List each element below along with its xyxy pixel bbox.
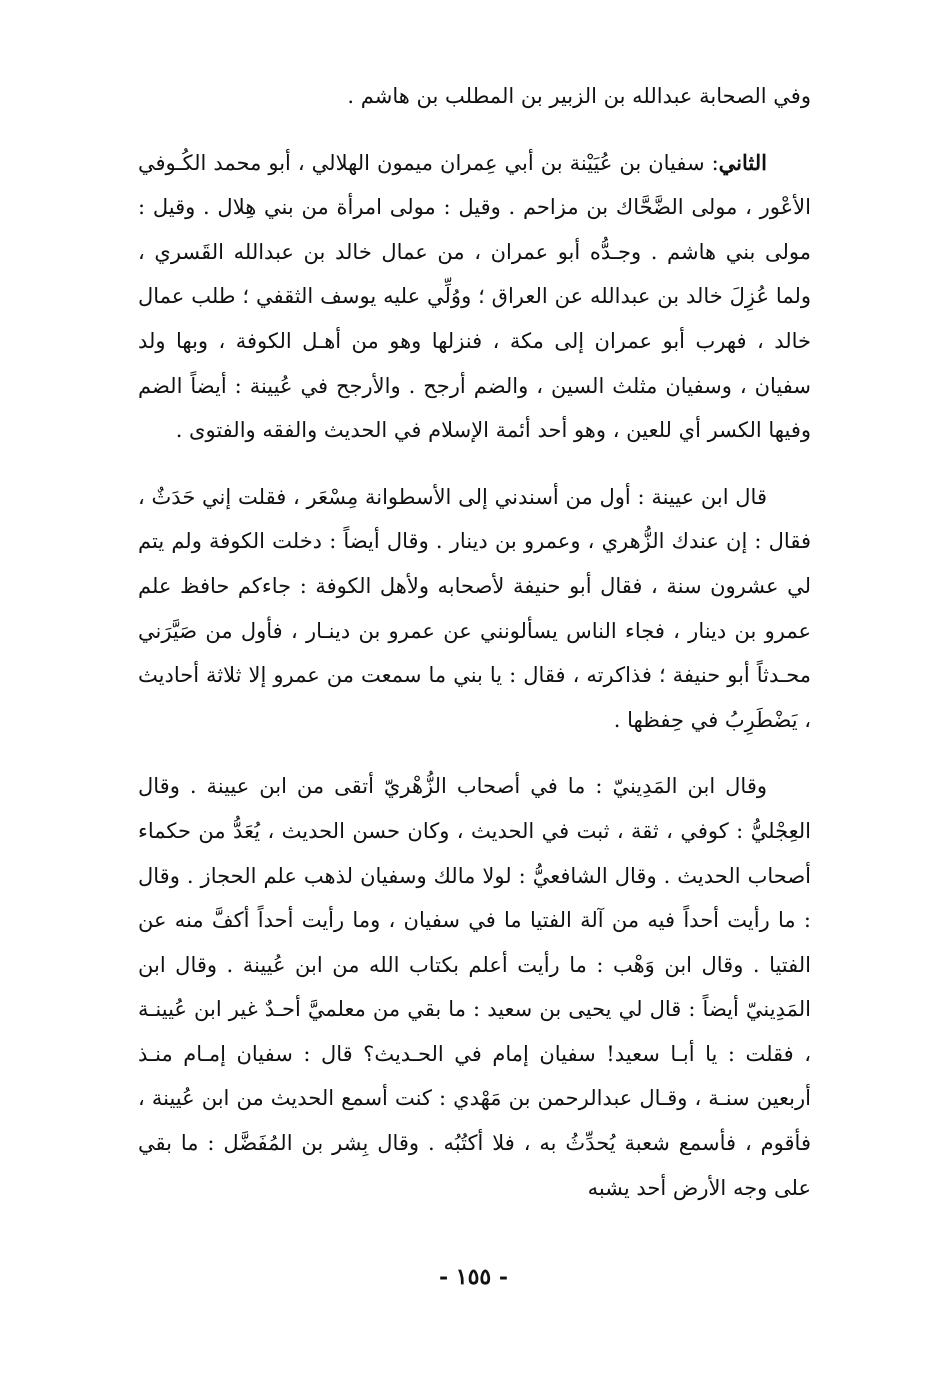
page-body-text (138, 74, 811, 1210)
paragraph-body: : سفيان بن عُيَيْنة بن أبي عِمران ميمون الهلالي ، أبو محمد الكُـوفي الأعْور ، مولى الضَّحَّاك بن مزاحم . وقيل : مولى امرأة من بني هِلال . وقيل : مولى بني هاشم . وجـدُّه أبو عمران ، من عمال خالد بن عبدالله القَسري ، ولما عُزِلَ خالد بن عبدالله عن العراق ؛ ووُلِّي عليه يوسف الثقفي ؛ طلب عمال خالد ، فهرب أبو عمران إلى مكة ، فنزلها وهو من أهـل الكوفة ، وبها ولد سفيان ، وسفيان مثلث السين ، والضم أرجح . والأرجح في عُيينة : أيضاً الضم وفيها الكسر أي للعين ، وهو أحد أئمة الإسلام في الحديث والفقه والفتوى . (138, 150, 811, 443)
paragraph-scholars-praise: وقال ابن المَدِينيّ : ما في أصحاب الزُّهْريّ أتقى من ابن عيينة . وقال العِجْليُّ : كوفي ، ثقة ، ثبت في الحديث ، وكان حسن الحديث ، يُعَدُّ من حكماء أصحاب الحديث . وقال الشافعيُّ : لولا مالك وسفيان لذهب علم الحجاز . وقال : ما رأيت أحداً فيه من آلة الفتيا ما في سفيان ، وما رأيت أحداً أكفَّ منه عن الفتيا . وقال ابن وَهْب : ما رأيت أعلم بكتاب الله من ابن عُيينة . وقال ابن المَدِينيّ أيضاً : قال لي يحيى بن سعيد : ما بقي من معلميَّ أحـدٌ غير ابن عُيينـة ، فقلت : يا أبـا سعيد! سفيان إمام في الحـديث؟ قال : سفيان إمـام منـذ أربعين سنـة ، وقـال عبدالرحمن بن مَهْدي : كنت أسمع الحديث من ابن عُيينة ، فأقوم ، فأسمع شعبة يُحدِّثُ به ، فلا أكتُبُه . وقال بِشر بن المُفَضَّل : ما بقي على وجه الأرض أحد يشبه (138, 774, 811, 1200)
paragraph-lead-word: الثاني (718, 149, 767, 175)
paragraph-second-narrator (138, 141, 811, 453)
page-number: - ١٥٥ - (438, 1264, 509, 1290)
opening-line: وفي الصحابة عبدالله بن الزبير بن المطلب بن هاشم . (347, 84, 811, 108)
paragraph-ibn-uyayna-quote: قال ابن عيينة : أول من أسندني إلى الأسطوانة مِسْعَر ، فقلت إني حَدَثٌ ، فقال : إن عندك الزُّهري ، وعمرو بن دينار . وقال أيضاً : دخلت الكوفة ولم يتم لي عشرون سنة ، فقال أبو حنيفة لأصحابه ولأهل الكوفة : جاءكم حافظ علم عمرو بن دينار ، فجاء الناس يسألونني عن عمرو بن دينـار ، فأول من صَيَّرَني محـدثاً أبو حنيفة ؛ فذاكرته ، فقال : يا بني ما سمعت من عمرو إلا ثلاثة أحاديث ، يَضْطَرِبُ في حِفظها . (138, 484, 811, 732)
